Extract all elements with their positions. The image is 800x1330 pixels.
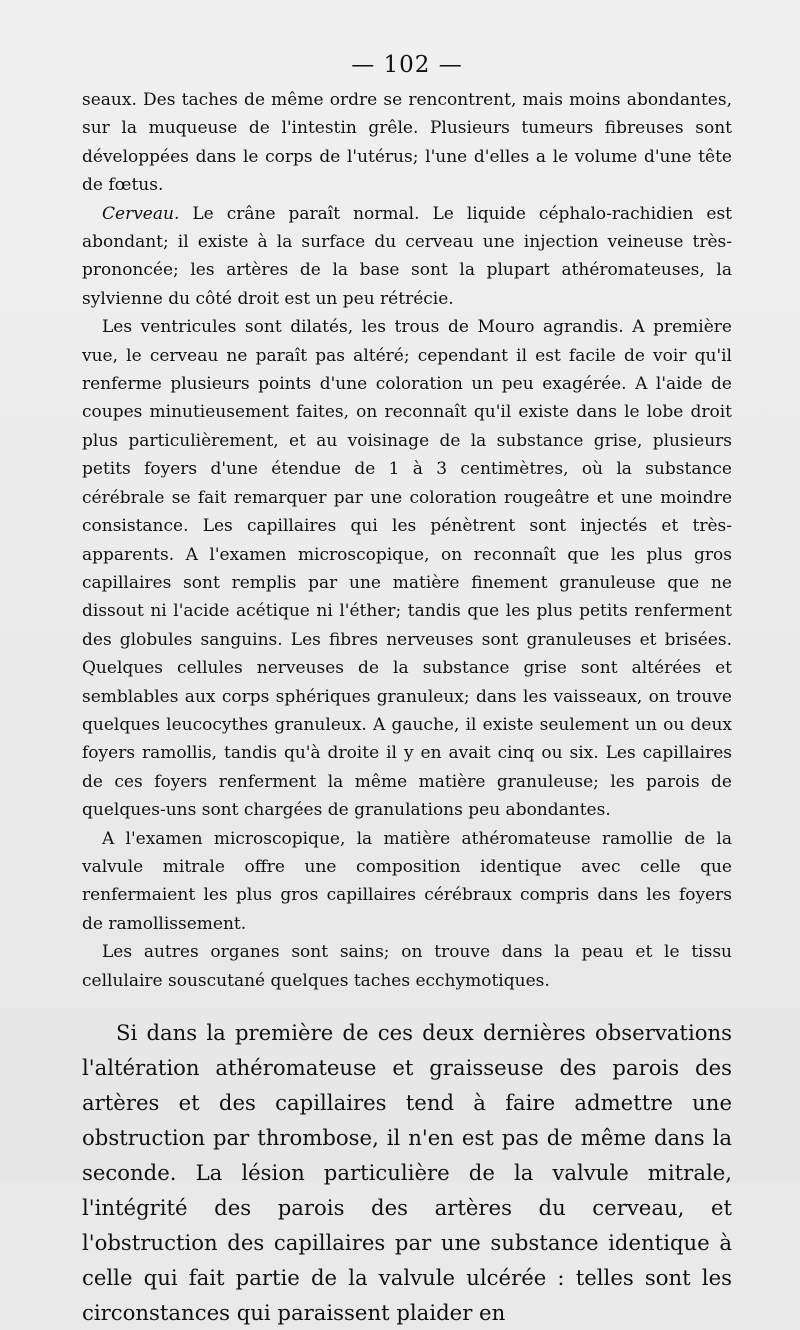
paragraph-discussion: Si dans la première de ces deux dernières observations l'altération athéromateuse et graisseuse des parois des artères et des capillaires tend à faire admettre une obstruction par thrombose, il n'en est pas de même dans la seconde. La lésion particulière de la valvule mitrale, l'intégrité des parois des artères du cerveau, et l'obstruction des capillaires par une substance identique à celle qui fait partie de la valvule ulcérée : telles sont les circonstances qui paraissent plaider en	[82, 1020, 732, 1325]
observation-text	[82, 86, 732, 995]
paragraph-examen: A l'examen microscopique, la matière athéromateuse ramollie de la valvule mitrale offre une composition identique avec celle que renfermaient les plus gros capillaires cérébraux compris dans les foyers de ramollissement.	[82, 828, 732, 934]
page-number: — 102 —	[351, 52, 463, 78]
cerveau-label: Cerveau.	[102, 203, 180, 224]
paragraph-cerveau	[82, 200, 732, 314]
paragraph-ventricules: Les ventricules sont dilatés, les trous de Mouro agrandis. A première vue, le cerveau ne paraît pas altéré; cependant il est facile de voir qu'il renferme plusieurs points d'une coloration un peu exagérée. A l'aide de coupes minutieusement faites, on reconnaît qu'il existe dans le lobe droit plus particulièrement, et au voisinage de la substance grise, plusieurs petits foyers d'une étendue de 1 à 3 centimètres, où la substance cérébrale se fait remarquer par une coloration rougeâtre et une moindre consistance. Les capillaires qui les pénètrent sont injectés et très-apparents. A l'examen microscopique, on reconnaît que les plus gros capillaires sont remplis par une matière finement granuleuse que ne dissout ni l'acide acétique ni l'éther; tandis que les plus petits renferment des globules sanguins. Les fibres nerveuses sont granuleuses et brisées. Quelques cellules nerveuses de la substance grise sont altérées et semblables aux corps sphériques granuleux; dans les vaisseaux, on trouve quelques leucocythes granuleux. A gauche, il existe seulement un ou deux foyers ramollis, tandis qu'à droite il y en avait cinq ou six. Les capillaires de ces foyers renferment la même matière granuleuse; les parois de quelques-uns sont chargées de granulations peu abondantes.	[82, 317, 732, 821]
paragraph-cerveau-text: Le crâne paraît normal. Le liquide céphalo-rachidien est abondant; il existe à la surface du cerveau une injection veineuse très-prononcée; les artères de la base sont la plupart athéromateuses, la sylvienne du côté droit est un peu rétrécie.	[82, 203, 733, 309]
paragraph-autres-organes: Les autres organes sont sains; on trouve dans la peau et le tissu cellulaire souscutané quelques taches ecchymotiques.	[82, 942, 732, 991]
paragraph-continuation: seaux. Des taches de même ordre se rencontrent, mais moins abondantes, sur la muqueuse de l'intestin grêle. Plusieurs tumeurs fibreuses sont développées dans le corps de l'utérus; l'une d'elles a le volume d'une tête de fœtus.	[82, 90, 732, 196]
discussion-text	[82, 1015, 732, 1330]
